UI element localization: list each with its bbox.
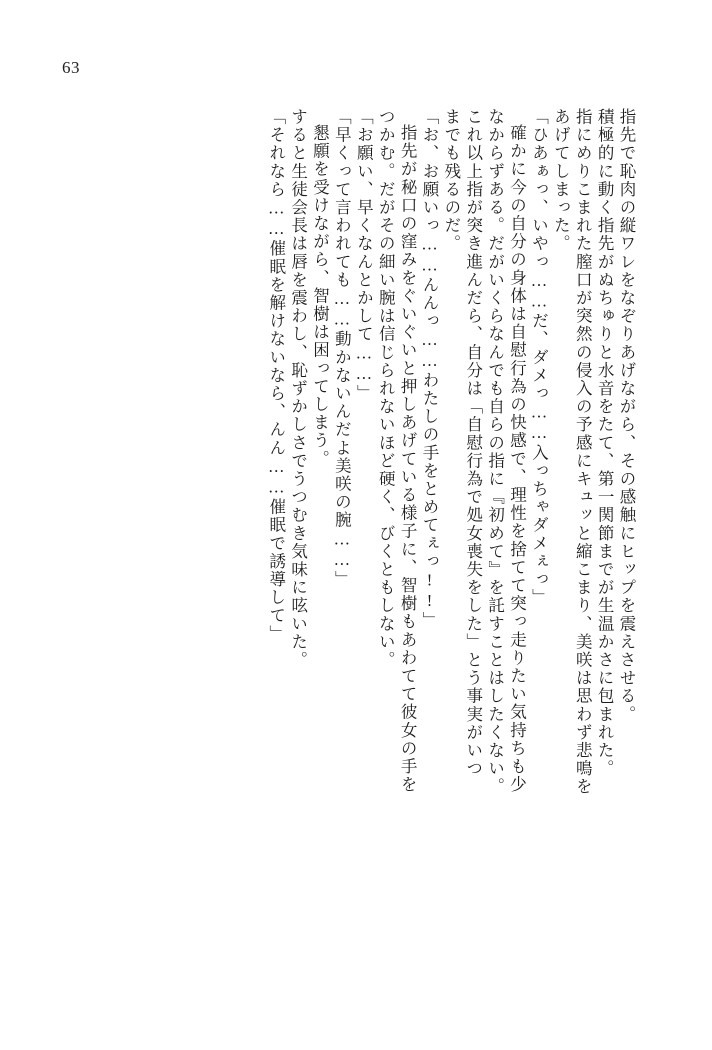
text-line: 「早くって言われても……動かないんだよ美咲の腕……」 — [332, 108, 352, 589]
text-line: 「ひあぁっ、いやっ……だ、ダメっ……入っちゃダメぇっ」 — [529, 108, 549, 607]
text-line: あげてしまった。 — [551, 108, 571, 253]
text-line: 「お、お願いっ……んんっ……わたしの手をとめてぇっ!!」 — [419, 108, 439, 630]
text-line: 「お願い、早くなんとかして……」 — [354, 108, 374, 403]
text-line: 確かに今の自分の身体は自慰行為の快感で、理性を捨てて突っ走りたい気持ちも少 — [507, 124, 527, 794]
text-line: 指にめりこまれた膣口が突然の侵入の予感にキュッと縮こまり、美咲は思わず悲鳴を — [573, 108, 593, 796]
text-line: 懇願を受けながら、智樹は困ってしまう。 — [310, 124, 330, 468]
text-line: なからずある。だがいくらなんでも自らの指に『初めて』を託すことはしたくない。 — [485, 108, 505, 796]
text-line: 積極的に動く指先がぬちゅりと水音をたて、第一関節までが生温かさに包まれた。 — [595, 108, 615, 778]
page-number: 63 — [62, 58, 80, 77]
text-line: までも残るのだ。 — [441, 108, 461, 253]
text-line: 指先が秘口の窪みをぐいぐいと押しあげている様子に、智樹もあわてて彼女の手を — [398, 124, 418, 794]
text-line: 指先で恥肉の縦ワレをなぞりあげながら、その感触にヒップを震えさせる。 — [617, 108, 636, 724]
text-line: つかむ。だがその細い腕は信じられないほど硬く、びくともしない。 — [376, 108, 396, 670]
text-line: すると生徒会長は唇を震わし、恥ずかしさでうつむき気味に呟いた。 — [288, 108, 308, 670]
text-line: 「それなら……催眠を解けないなら、んん……催眠で誘導して」 — [266, 108, 286, 643]
text-line: これ以上指が突き進んだら、自分は「自慰行為で処女喪失をした」とう事実がいつ — [463, 108, 483, 778]
vertical-text-body — [78, 108, 634, 938]
